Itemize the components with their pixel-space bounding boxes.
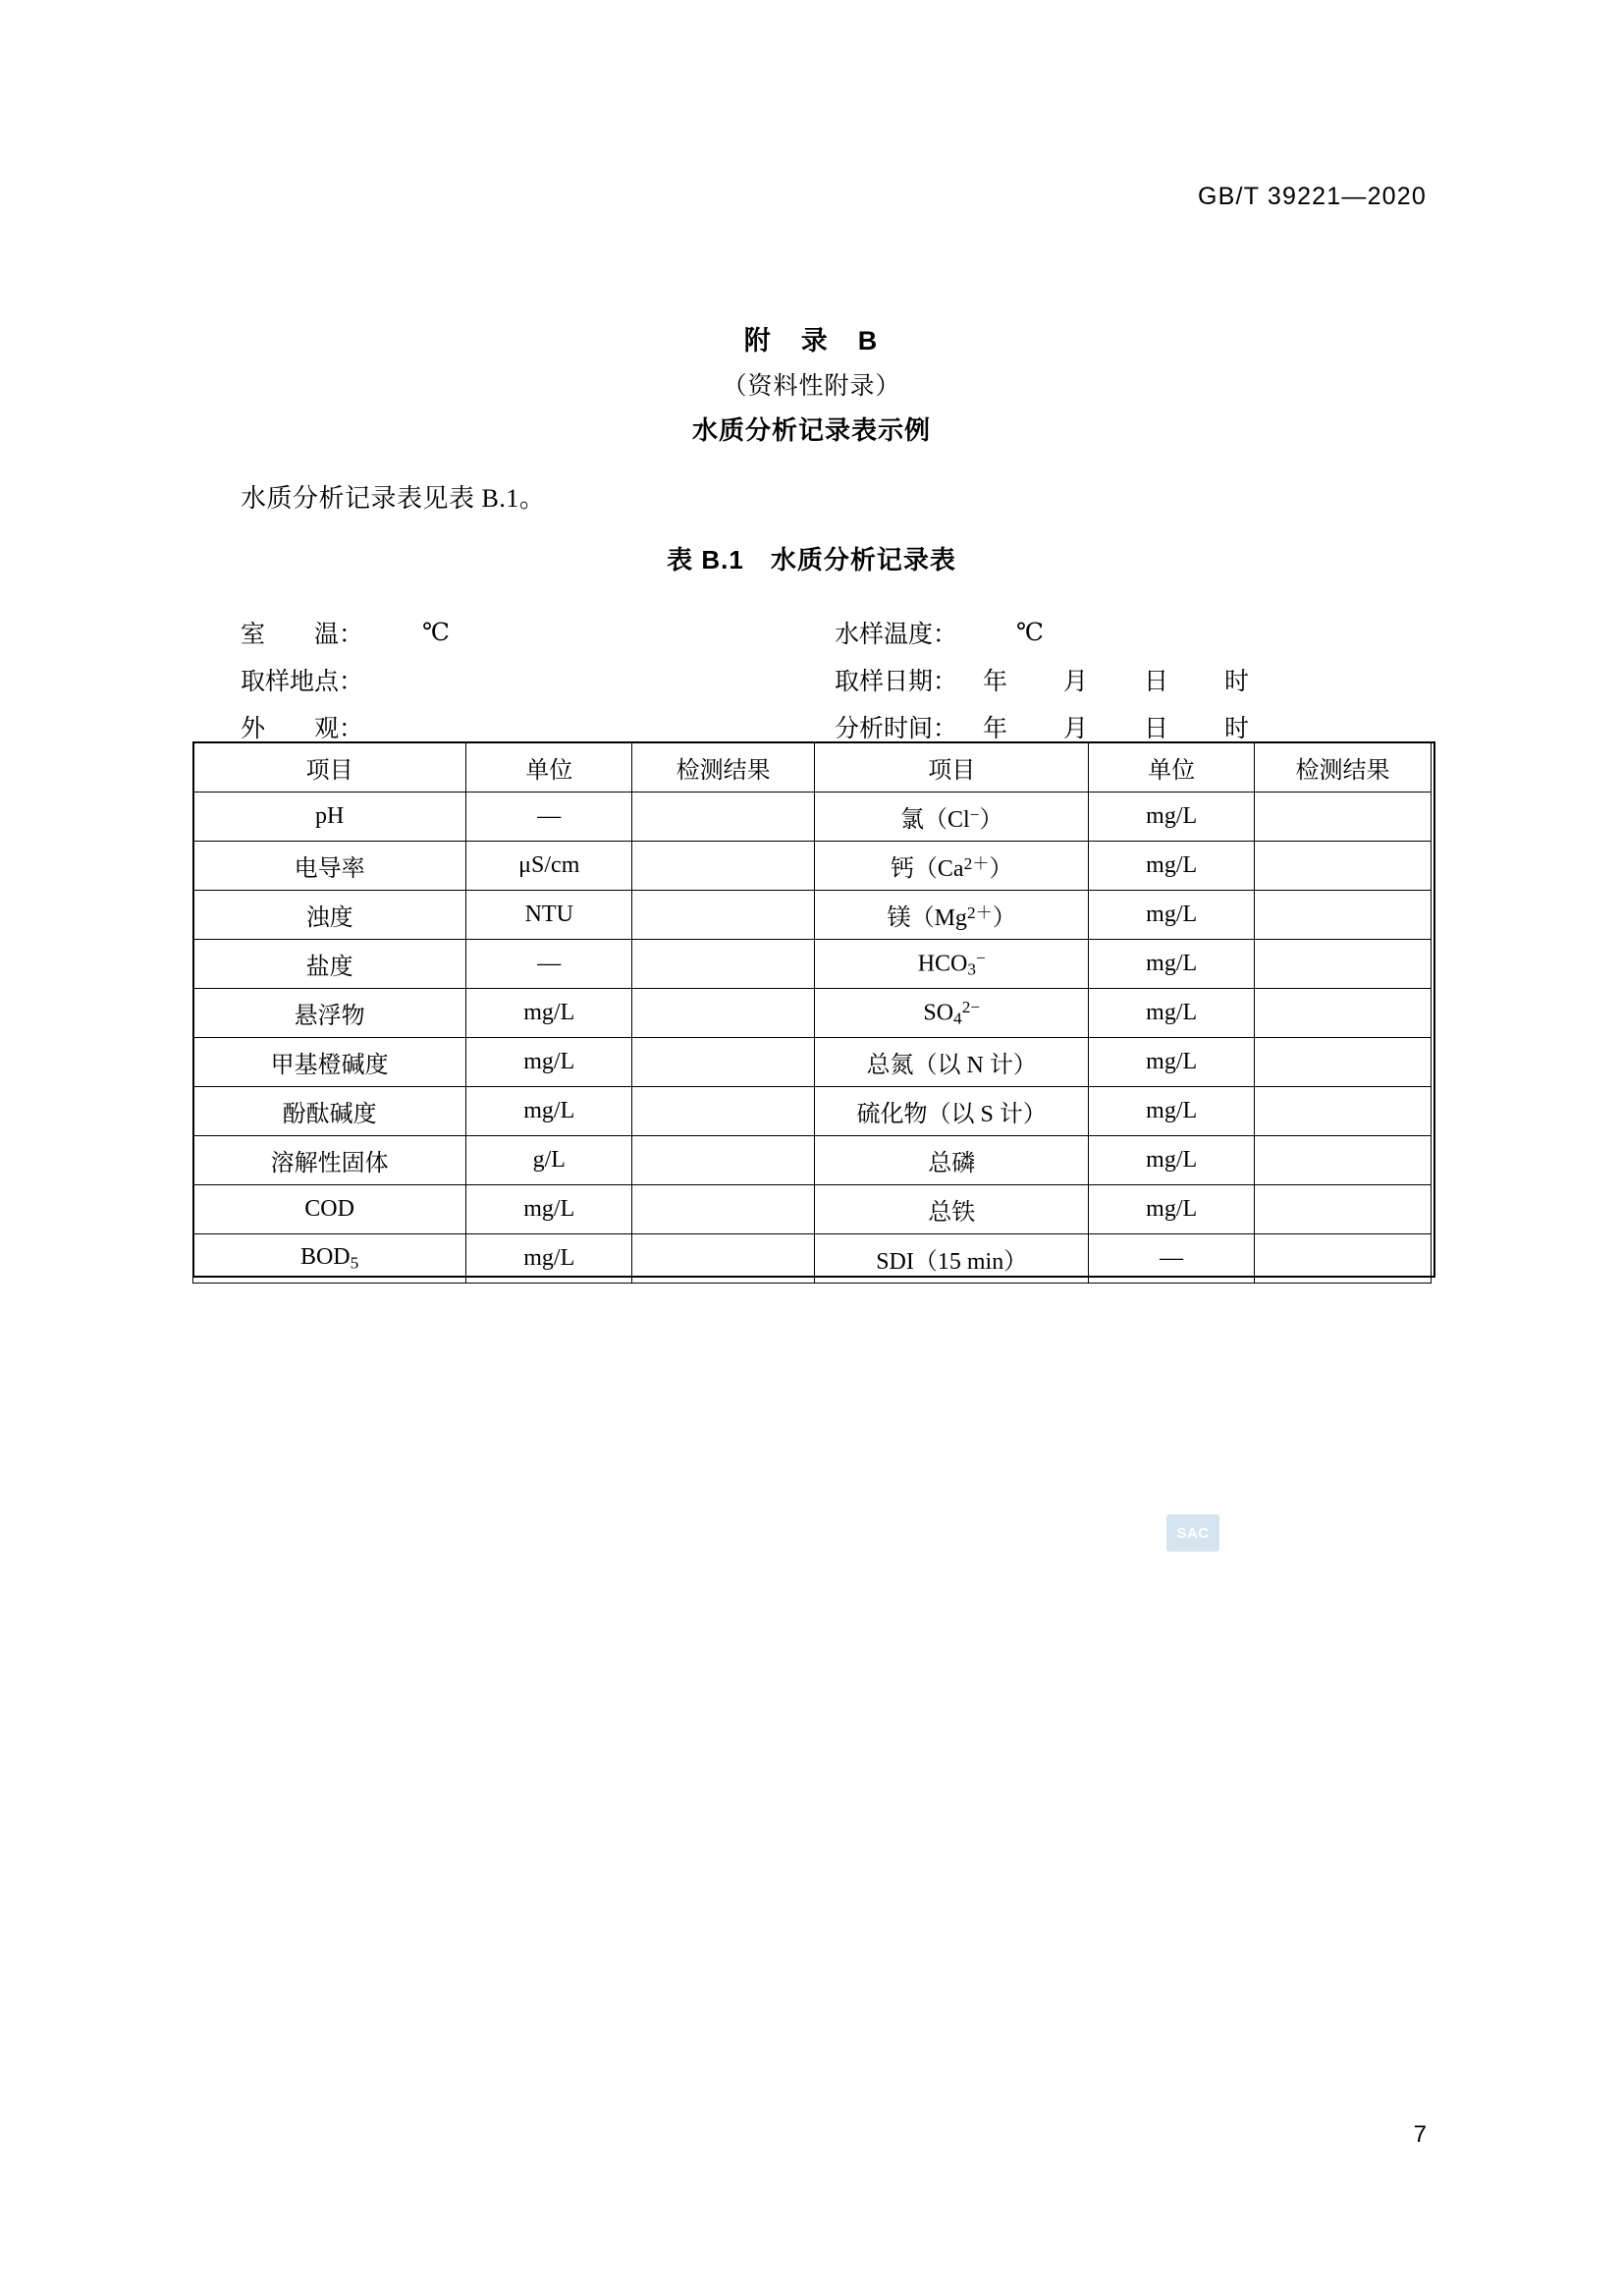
cell-item-right: $HCO_3^-$ xyxy=(815,940,1089,989)
room-temp-field xyxy=(241,615,835,650)
analysis-time-label: 分析时间： xyxy=(835,716,958,742)
cell-unit-right: mg/L xyxy=(1089,1087,1254,1136)
appearance-field xyxy=(241,709,835,744)
cell-result-right xyxy=(1254,842,1431,891)
cell-result-left xyxy=(632,1136,815,1185)
annex-subtitle: （资料性附录） xyxy=(722,372,901,400)
cell-result-left xyxy=(632,940,815,989)
table-row xyxy=(193,1185,1432,1234)
water-quality-table xyxy=(192,741,1432,1284)
date-unit-month: 月 xyxy=(1063,716,1089,742)
cell-item-left: 甲基橙碱度 xyxy=(193,1038,466,1087)
cell-item-right: 镁$(Mg^{2+})$ xyxy=(815,891,1089,940)
cell-unit-right: mg/L xyxy=(1089,891,1254,940)
meta-row-site-date xyxy=(241,656,1419,703)
standard-code-header: GB/T 39221—2020 xyxy=(1198,183,1427,210)
cell-result-left xyxy=(632,989,815,1038)
cell-unit-right: mg/L xyxy=(1089,793,1254,842)
table-row xyxy=(193,842,1432,891)
sample-date-field xyxy=(835,662,1305,697)
cell-unit-right: mg/L xyxy=(1089,842,1254,891)
cell-result-right xyxy=(1254,1185,1431,1234)
cell-item-right: 钙$(Ca^{2+})$ xyxy=(815,842,1089,891)
cell-unit-right: mg/L xyxy=(1089,989,1254,1038)
cell-item-right: SDI（15 min） xyxy=(815,1234,1089,1284)
cell-result-left xyxy=(632,1038,815,1087)
date-unit-month: 月 xyxy=(1063,669,1089,695)
sample-site-label: 取样地点： xyxy=(241,669,364,695)
cell-item-right: 氯（Cl−） xyxy=(815,793,1089,842)
cell-item-right: 硫化物（以 S 计） xyxy=(815,1087,1089,1136)
table-body xyxy=(193,793,1432,1284)
cell-unit-left: mg/L xyxy=(466,1087,632,1136)
cell-item-right: 总磷 xyxy=(815,1136,1089,1185)
sac-watermark: SAC xyxy=(1166,1514,1219,1552)
date-unit-year: 年 xyxy=(983,716,1008,742)
cell-unit-left: mg/L xyxy=(466,989,632,1038)
cell-unit-right: mg/L xyxy=(1089,1185,1254,1234)
sample-date-label: 取样日期： xyxy=(835,669,958,695)
cell-result-right xyxy=(1254,891,1431,940)
cell-result-right xyxy=(1254,793,1431,842)
sample-site-field xyxy=(241,662,835,697)
cell-item-right: 总铁 xyxy=(815,1185,1089,1234)
cell-unit-right: mg/L xyxy=(1089,1136,1254,1185)
date-unit-year: 年 xyxy=(983,669,1008,695)
room-temp-label: 室 温： xyxy=(241,622,364,648)
header-result-left: 检测结果 xyxy=(632,742,815,793)
header-item-right: 项目 xyxy=(815,742,1089,793)
analysis-time-field xyxy=(835,709,1305,744)
cell-unit-right: — xyxy=(1089,1234,1254,1284)
header-item-left: 项目 xyxy=(193,742,466,793)
cell-item-left: 盐度 xyxy=(193,940,466,989)
cell-result-left xyxy=(632,842,815,891)
cell-unit-left: g/L xyxy=(466,1136,632,1185)
date-unit-hour: 时 xyxy=(1224,716,1250,742)
cell-result-right xyxy=(1254,1087,1431,1136)
appearance-label: 外 观： xyxy=(241,716,364,742)
cell-item-left: 悬浮物 xyxy=(193,989,466,1038)
cell-result-right xyxy=(1254,1136,1431,1185)
table-caption: 表 B.1 水质分析记录表 xyxy=(667,545,956,574)
page-number: 7 xyxy=(1413,2121,1427,2148)
date-unit-hour: 时 xyxy=(1224,669,1250,695)
meta-row-temperature xyxy=(241,609,1419,656)
table-row xyxy=(193,940,1432,989)
table-row xyxy=(193,891,1432,940)
sample-temp-label: 水样温度： xyxy=(835,622,958,648)
cell-unit-left: mg/L xyxy=(466,1038,632,1087)
table-row xyxy=(193,1087,1432,1136)
cell-item-left: COD xyxy=(193,1185,466,1234)
annex-title: 附 录 B xyxy=(743,326,880,355)
date-unit-day: 日 xyxy=(1144,716,1169,742)
cell-item-left: 溶解性固体 xyxy=(193,1136,466,1185)
cell-result-left xyxy=(632,1234,815,1284)
cell-result-right xyxy=(1254,1234,1431,1284)
header-unit-right: 单位 xyxy=(1089,742,1254,793)
cell-result-left xyxy=(632,1087,815,1136)
cell-item-left: 电导率 xyxy=(193,842,466,891)
table-header-row xyxy=(193,742,1432,793)
sample-temp-unit: ℃ xyxy=(1016,620,1044,646)
cell-result-right xyxy=(1254,940,1431,989)
meta-fields xyxy=(241,609,1419,750)
analysis-time-units xyxy=(983,709,1305,744)
cell-result-left xyxy=(632,793,815,842)
cell-item-right: $SO_4^{2-}$ xyxy=(815,989,1089,1038)
cell-unit-left: — xyxy=(466,793,632,842)
cell-unit-right: mg/L xyxy=(1089,1038,1254,1087)
annex-name: 水质分析记录表示例 xyxy=(691,415,931,445)
cell-item-left: 酚酞碱度 xyxy=(193,1087,466,1136)
cell-unit-left: — xyxy=(466,940,632,989)
cell-unit-left: mg/L xyxy=(466,1185,632,1234)
cell-unit-left: μS/cm xyxy=(466,842,632,891)
cell-item-left: $BOD_5$ xyxy=(193,1234,466,1284)
table-row xyxy=(193,1038,1432,1087)
date-unit-day: 日 xyxy=(1144,669,1169,695)
cell-result-right xyxy=(1254,989,1431,1038)
cell-unit-left: mg/L xyxy=(466,1234,632,1284)
cell-result-left xyxy=(632,1185,815,1234)
table-row xyxy=(193,793,1432,842)
cell-result-right xyxy=(1254,1038,1431,1087)
room-temp-unit: ℃ xyxy=(422,620,450,646)
cell-result-left xyxy=(632,891,815,940)
header-result-right: 检测结果 xyxy=(1254,742,1431,793)
table-row xyxy=(193,1136,1432,1185)
cell-item-left: pH xyxy=(193,793,466,842)
header-unit-left: 单位 xyxy=(466,742,632,793)
cell-item-right: 总氮（以 N 计） xyxy=(815,1038,1089,1087)
sample-temp-field xyxy=(835,615,1044,650)
table-header xyxy=(193,742,1432,793)
table-row xyxy=(193,989,1432,1038)
cell-item-left: 浊度 xyxy=(193,891,466,940)
cell-unit-left: NTU xyxy=(466,891,632,940)
sample-date-units xyxy=(983,662,1305,697)
lead-paragraph: 水质分析记录表见表 B.1。 xyxy=(241,484,546,513)
cell-unit-right: mg/L xyxy=(1089,940,1254,989)
table-row xyxy=(193,1234,1432,1284)
